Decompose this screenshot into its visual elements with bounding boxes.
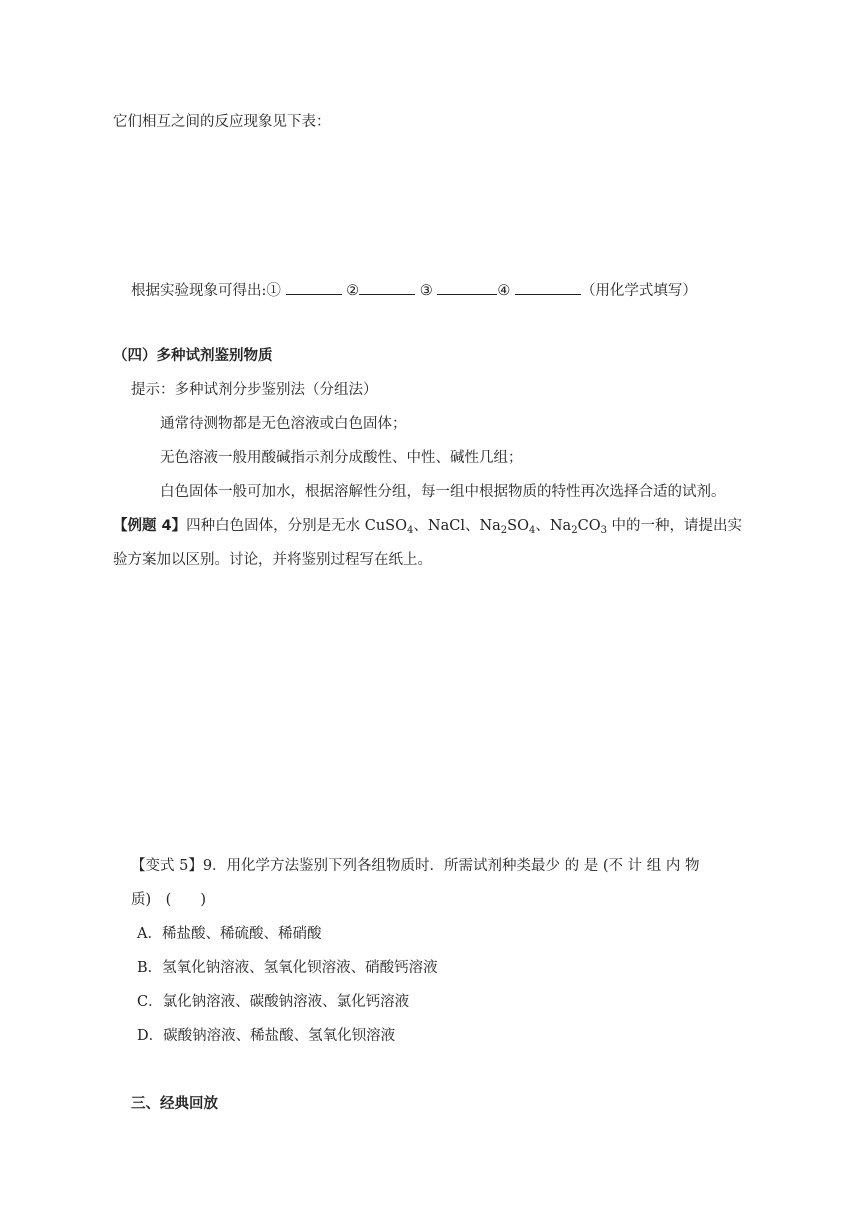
example-4-line-2: 验方案加以区别。讨论，并将鉴别过程写在纸上。 bbox=[113, 552, 432, 568]
answer-blank-2[interactable] bbox=[359, 280, 415, 295]
answer-blank-3[interactable] bbox=[437, 280, 497, 295]
tip-paragraph-3: 白色固体一般可加水，根据溶解性分组，每一组中根据物质的特性再次选择合适的试剂。 bbox=[160, 484, 726, 500]
marker-3: ③ bbox=[419, 283, 433, 299]
tip-paragraph-2: 无色溶液一般用酸碱指示剂分成酸性、中性、碱性几组； bbox=[160, 450, 523, 466]
marker-4: ④ bbox=[497, 283, 511, 299]
option-d: D．碳酸钠溶液、稀盐酸、氢氧化钡溶液 bbox=[137, 1028, 396, 1044]
option-a: A．稀盐酸、稀硫酸、稀硝酸 bbox=[137, 926, 322, 942]
section-3-heading: 三、经典回放 bbox=[131, 1096, 218, 1112]
example-4-tag: 【例题 4】 bbox=[113, 518, 187, 534]
marker-1: ① bbox=[266, 283, 281, 299]
conclusion-suffix: （用化学式填写） bbox=[580, 283, 697, 299]
intro-text: 它们相互之间的反应现象见下表： bbox=[113, 114, 331, 130]
option-c: C．氯化钠溶液、碳酸钠溶液、氯化钙溶液 bbox=[137, 994, 410, 1010]
variant-5-line-1: 【变式 5】9．用化学方法鉴别下列各组物质时．所需试剂种类最少 的 是 (不 计 组 内 物 bbox=[131, 858, 700, 874]
option-b: B．氢氧化钠溶液、氢氧化钡溶液、硝酸钙溶液 bbox=[137, 960, 438, 976]
variant-5-line-2: 质) ( ) bbox=[131, 892, 206, 908]
conclusion-prefix: 根据实验现象可得出: bbox=[131, 283, 267, 299]
section-4-heading: （四）多种试剂鉴别物质 bbox=[113, 348, 273, 364]
answer-blank-1[interactable] bbox=[286, 280, 342, 295]
answer-blank-4[interactable] bbox=[515, 280, 581, 295]
example-4-line-1: 【例题 4】四种白色固体，分别是无水 CuSO$_4$、NaCl、$Na_2SO_4$、$Na_2CO_3$ 中的一种，请提出实 bbox=[113, 518, 743, 536]
tip-text: 提示：多种试剂分步鉴别法（分组法） bbox=[131, 382, 378, 398]
tip-paragraph-1: 通常待测物都是无色溶液或白色固体； bbox=[160, 416, 407, 432]
conclusion-line bbox=[131, 280, 697, 301]
marker-2: ② bbox=[346, 283, 360, 299]
